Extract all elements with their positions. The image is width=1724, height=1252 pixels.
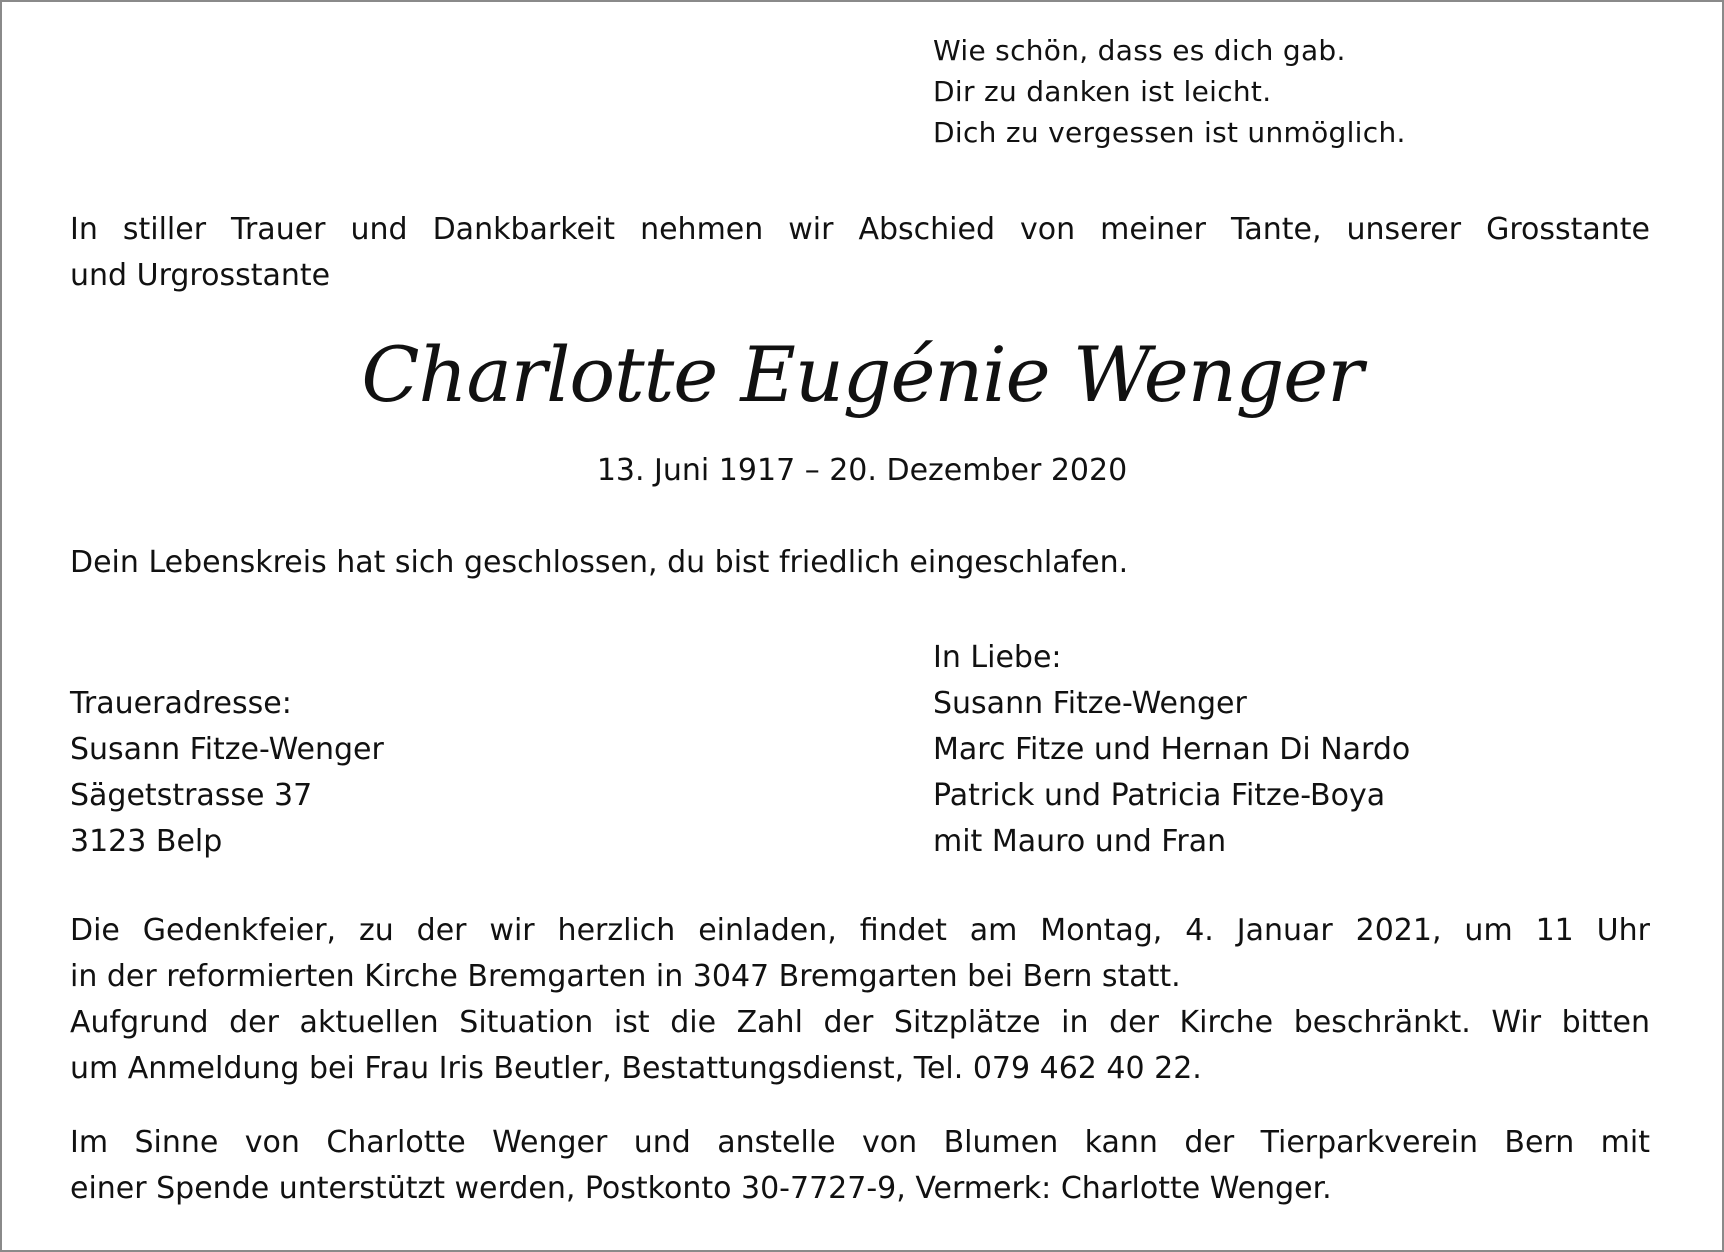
family-member: mit Mauro und Fran xyxy=(933,824,1227,859)
intro-line: In stiller Trauer und Dankbarkeit nehmen wir Abschied von meiner Tante, unserer Grosstante xyxy=(70,212,1650,247)
donation-line: Im Sinne von Charlotte Wenger und anstelle von Blumen kann der Tierparkverein Bern mit xyxy=(70,1125,1650,1160)
ceremony-line: in der reformierten Kirche Bremgarten in 3047 Bremgarten bei Bern statt. xyxy=(70,959,1181,994)
family-member: Susann Fitze-Wenger xyxy=(933,686,1247,721)
address-street: Sägetstrasse 37 xyxy=(70,778,313,813)
address-label: Traueradresse: xyxy=(70,686,292,721)
intro-line: und Urgrosstante xyxy=(70,258,331,293)
closing-sentence xyxy=(70,540,1128,586)
motto-line: Dir zu danken ist leicht. xyxy=(933,75,1272,108)
motto-line: Dich zu vergessen ist unmöglich. xyxy=(933,116,1406,149)
family-member: Patrick und Patricia Fitze-Boya xyxy=(933,778,1386,813)
family-list xyxy=(933,635,1410,865)
ceremony-line: um Anmeldung bei Frau Iris Beutler, Bestattungsdienst, Tel. 079 462 40 22. xyxy=(70,1051,1202,1086)
motto-verse xyxy=(933,30,1406,153)
closing-line: Dein Lebenskreis hat sich geschlossen, du bist friedlich eingeschlafen. xyxy=(70,545,1129,580)
donation-info xyxy=(70,1120,1650,1212)
motto-line: Wie schön, dass es dich gab. xyxy=(933,34,1346,67)
ceremony-line: Aufgrund der aktuellen Situation ist die Zahl der Sitzplätze in der Kirche beschränkt. Wir bitten xyxy=(70,1005,1650,1040)
family-member: Marc Fitze und Hernan Di Nardo xyxy=(933,732,1411,767)
address-city: 3123 Belp xyxy=(70,824,223,859)
family-label: In Liebe: xyxy=(933,640,1062,675)
deceased-name: Charlotte Eugénie Wenger xyxy=(361,330,1363,419)
memorial-service-info xyxy=(70,908,1650,1092)
donation-line: einer Spende unterstützt werden, Postkonto 30-7727-9, Vermerk: Charlotte Wenger. xyxy=(70,1171,1332,1206)
intro-text xyxy=(70,207,1650,299)
address-name: Susann Fitze-Wenger xyxy=(70,732,384,767)
ceremony-line: Die Gedenkfeier, zu der wir herzlich einladen, findet am Montag, 4. Januar 2021, um 11 Uhr xyxy=(70,913,1650,948)
mourning-address xyxy=(70,681,384,865)
life-dates: 13. Juni 1917 – 20. Dezember 2020 xyxy=(596,453,1128,488)
